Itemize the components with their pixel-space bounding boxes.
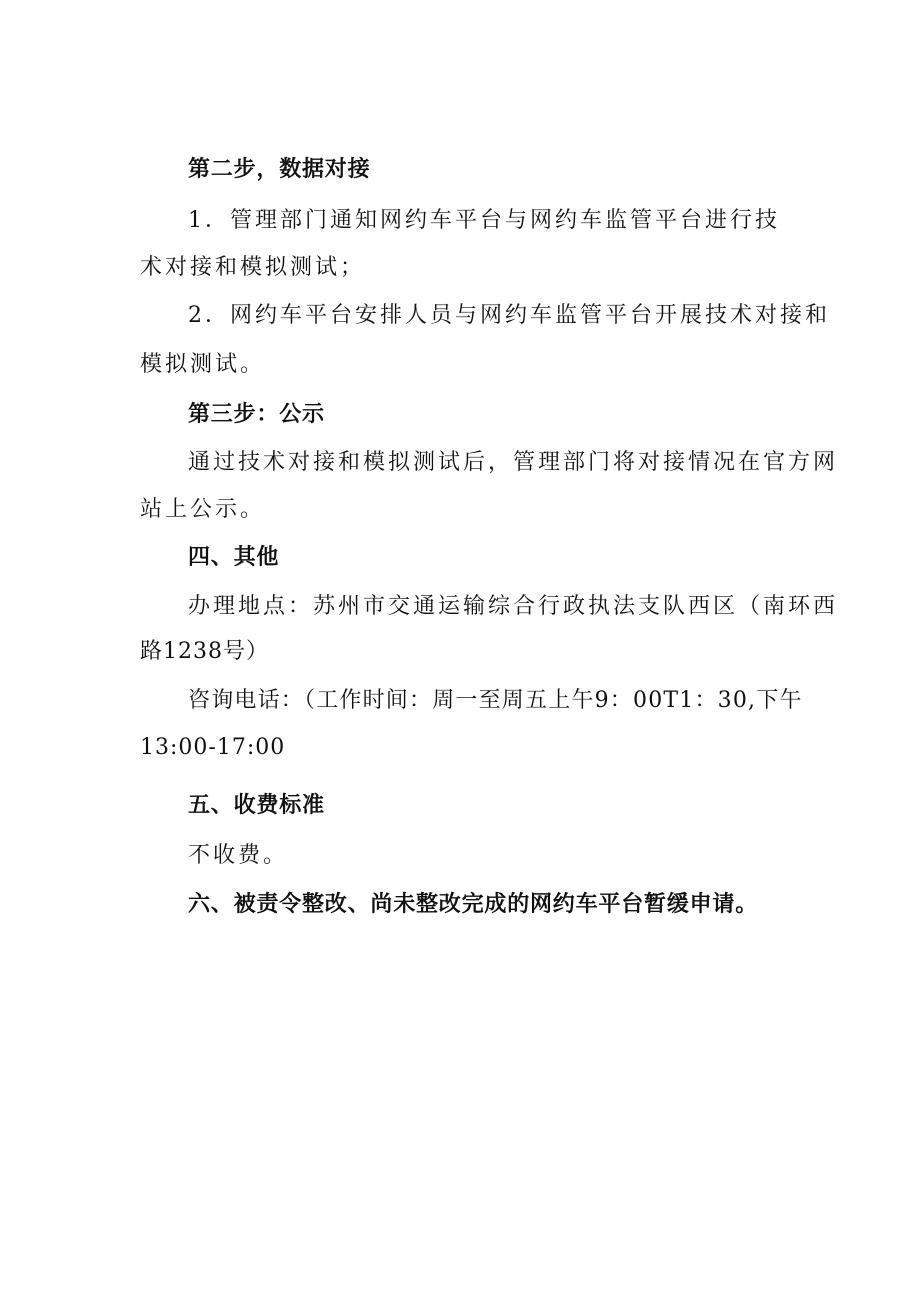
step3-heading: 第三步：公示 bbox=[188, 402, 325, 427]
deferral-heading: 六、被责令整改、尚未整改完成的网约车平台暂缓申请。 bbox=[188, 892, 759, 917]
step2-item1-line2: 术对接和模拟测试； bbox=[140, 255, 366, 280]
address-line2: 路1238号） bbox=[140, 639, 269, 664]
step3-paragraph-line2: 站上公示。 bbox=[140, 497, 266, 522]
other-heading: 四、其他 bbox=[188, 545, 280, 570]
step3-paragraph-line1: 通过技术对接和模拟测试后，管理部门将对接情况在官方网 bbox=[188, 450, 839, 475]
step2-item2-line1: 2．网约车平台安排人员与网约车监管平台开展技术对接和 bbox=[188, 303, 830, 328]
step2-heading: 第二步，数据对接 bbox=[188, 157, 371, 182]
step2-item2-line2: 模拟测试。 bbox=[140, 352, 266, 377]
address-line1: 办理地点：苏州市交通运输综合行政执法支队西区（南环西 bbox=[188, 594, 839, 619]
phone-line1: 咨询电话：（工作时间：周一至周五上午9：00T1：30,下午 bbox=[188, 688, 803, 713]
phone-line2: 13:00-17:00 bbox=[140, 735, 286, 760]
step2-item1-line1: 1．管理部门通知网约车平台与网约车监管平台进行技 bbox=[188, 208, 780, 233]
fees-heading: 五、收费标准 bbox=[188, 793, 325, 818]
fees-text: 不收费。 bbox=[188, 843, 289, 868]
